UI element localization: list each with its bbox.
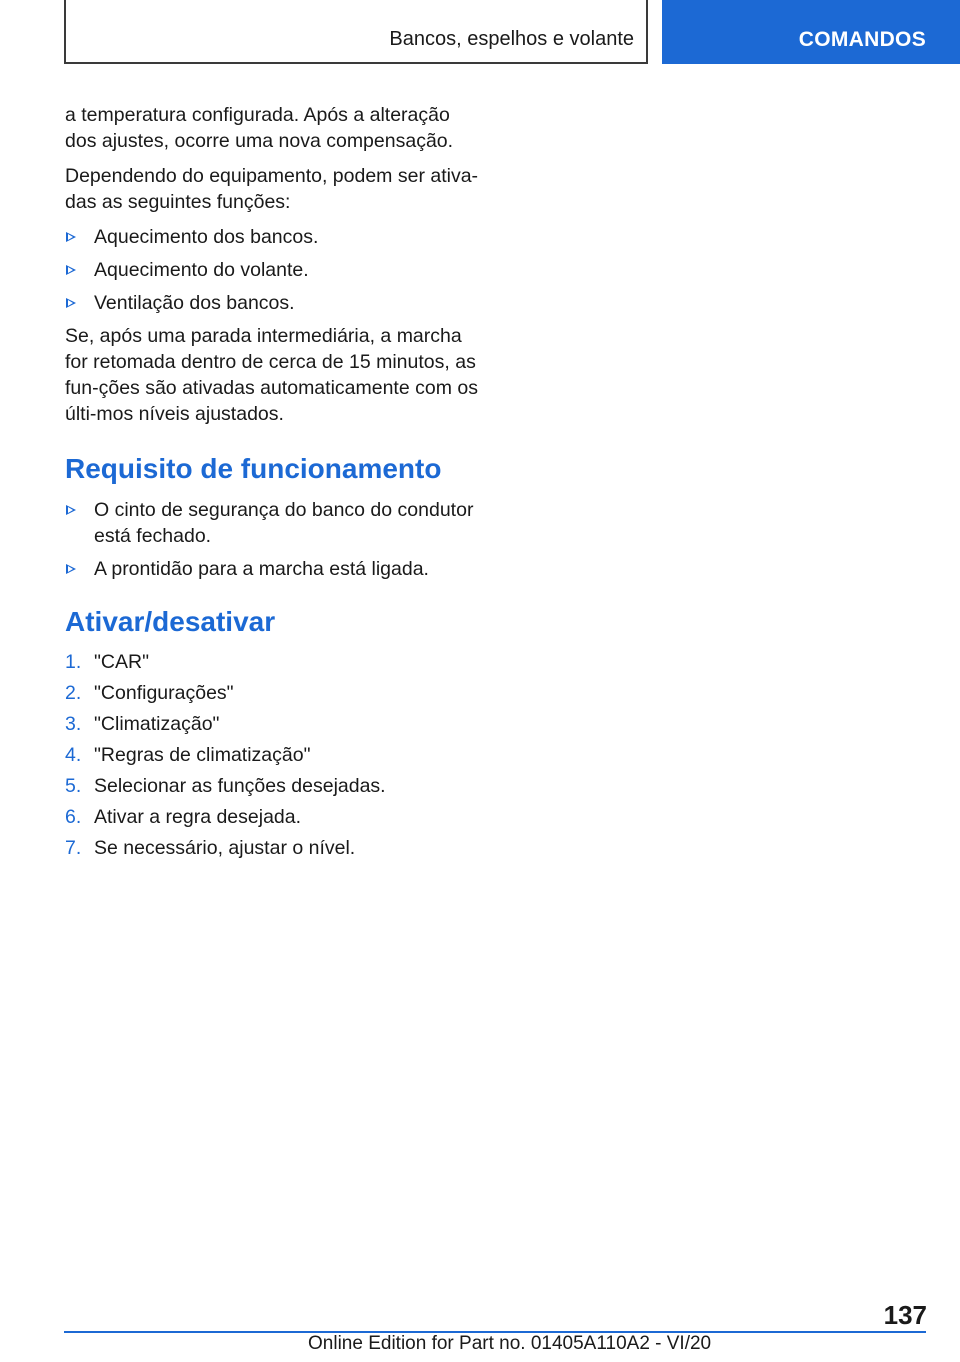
page-content bbox=[65, 102, 485, 866]
step-text: "Regras de climatização" bbox=[94, 744, 311, 766]
list-item bbox=[65, 556, 485, 582]
step-item bbox=[65, 649, 485, 675]
step-number: 5. bbox=[65, 775, 82, 797]
paragraph: Dependendo do equipamento, podem ser ativa-das as seguintes funções: bbox=[65, 165, 479, 213]
steps-list bbox=[65, 649, 485, 861]
section-heading: Requisito de funcionamento bbox=[65, 453, 442, 484]
list-item bbox=[65, 224, 485, 250]
page-number: 137 bbox=[883, 1300, 927, 1330]
list-item bbox=[65, 497, 485, 549]
step-number: 6. bbox=[65, 806, 82, 828]
step-text: Ativar a regra desejada. bbox=[94, 806, 302, 828]
header-section-box bbox=[64, 0, 648, 64]
triangle-bullet-icon bbox=[66, 232, 76, 242]
header-chapter-tab bbox=[662, 0, 960, 64]
step-item bbox=[65, 804, 485, 830]
paragraph: a temperatura configurada. Após a alteração dos ajustes, ocorre uma nova compensação. bbox=[65, 104, 454, 152]
step-text: "CAR" bbox=[94, 651, 150, 673]
step-text: "Configurações" bbox=[94, 682, 234, 704]
step-item bbox=[65, 680, 485, 706]
step-item bbox=[65, 773, 485, 799]
step-number: 3. bbox=[65, 713, 82, 735]
step-text: Selecionar as funções desejadas. bbox=[94, 775, 386, 797]
list-item-text: O cinto de segurança do banco do condutor está fechado. bbox=[94, 499, 474, 547]
step-number: 2. bbox=[65, 682, 82, 704]
step-text: Se necessário, ajustar o nível. bbox=[94, 837, 356, 859]
list-item bbox=[65, 290, 485, 316]
header-chapter-title: COMANDOS bbox=[798, 28, 926, 51]
step-item bbox=[65, 711, 485, 737]
triangle-bullet-icon bbox=[66, 564, 76, 574]
step-item bbox=[65, 835, 485, 861]
list-item-text: Aquecimento dos bancos. bbox=[94, 226, 319, 248]
step-number: 1. bbox=[65, 651, 82, 673]
step-number: 4. bbox=[65, 744, 82, 766]
list-item-text: Aquecimento do volante. bbox=[94, 259, 309, 281]
list-item bbox=[65, 257, 485, 283]
paragraph: Se, após uma parada intermediária, a marcha for retomada dentro de cerca de 15 minutos, as fun-ções são ativadas automaticamente com os últi-mos níveis ajustados. bbox=[65, 325, 478, 425]
footer-edition-text: Online Edition for Part no. 01405A110A2 - VI/20 bbox=[308, 1333, 712, 1354]
triangle-bullet-icon bbox=[66, 505, 76, 515]
triangle-bullet-icon bbox=[66, 265, 76, 275]
header-section-title: Bancos, espelhos e volante bbox=[389, 28, 634, 50]
functions-list bbox=[65, 224, 485, 316]
requirements-list bbox=[65, 497, 485, 582]
list-item-text: A prontidão para a marcha está ligada. bbox=[94, 558, 429, 580]
list-item-text: Ventilação dos bancos. bbox=[94, 292, 295, 314]
step-text: "Climatização" bbox=[94, 713, 220, 735]
triangle-bullet-icon bbox=[66, 298, 76, 308]
step-item bbox=[65, 742, 485, 768]
step-number: 7. bbox=[65, 837, 82, 859]
section-heading: Ativar/desativar bbox=[65, 606, 276, 637]
